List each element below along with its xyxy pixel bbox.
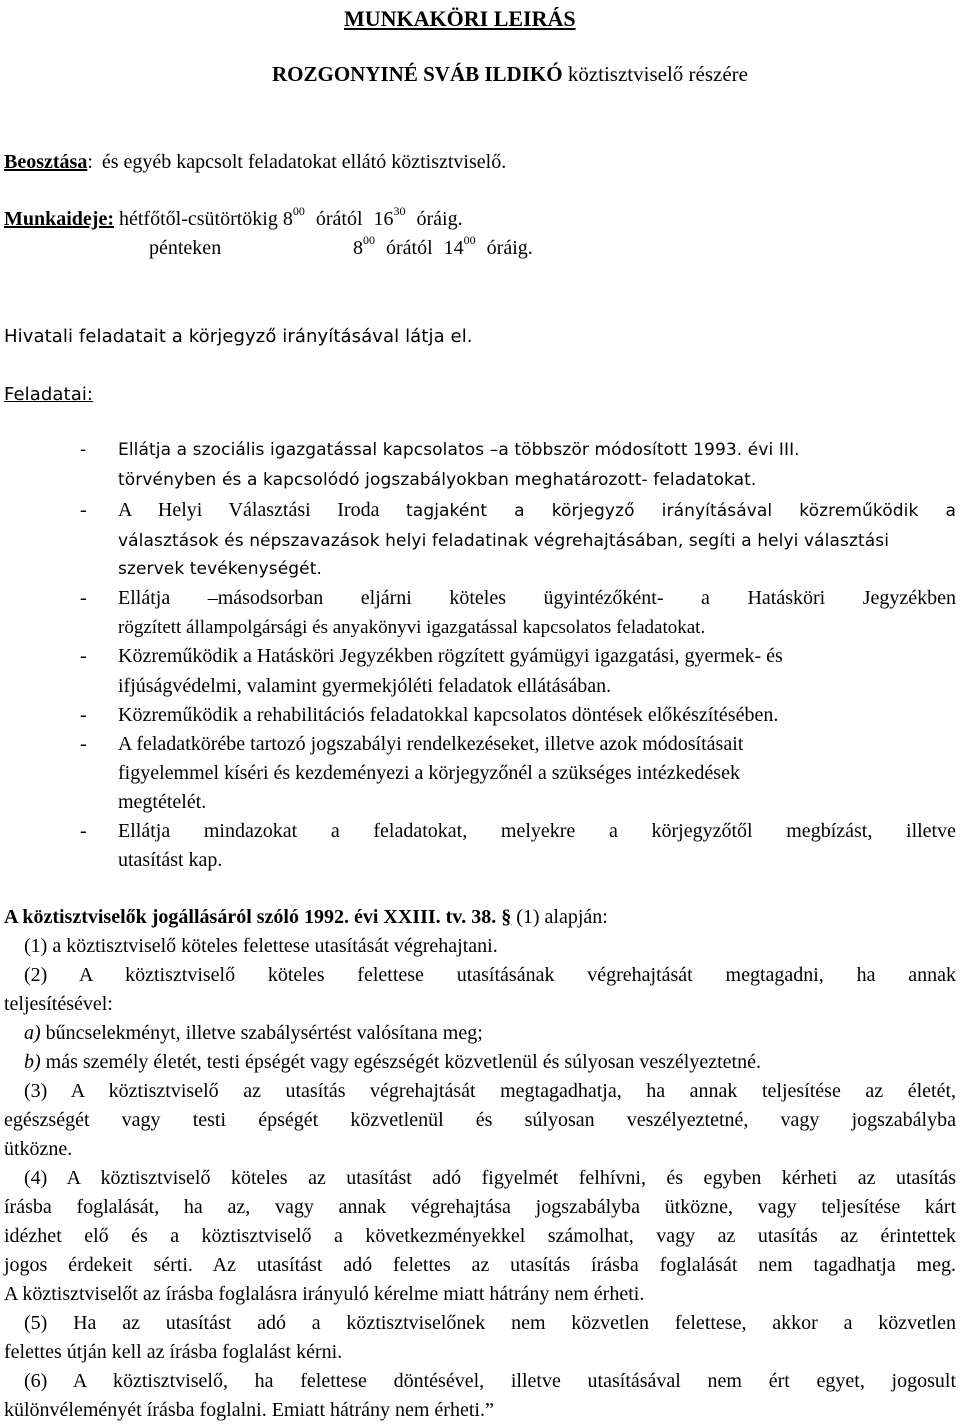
hours-days-2: pénteken	[149, 237, 222, 259]
task-3-rest: a Hatásköri Jegyzékben	[701, 587, 957, 609]
item-b-label: b)	[24, 1051, 41, 1073]
hours-label: Munkaideje:	[4, 208, 114, 230]
task-2-line-2: választások és népszavazások helyi feladatinak végrehajtásában, segíti a helyi választási	[118, 531, 890, 551]
task-2-line-3: szervek tevékenységét.	[118, 559, 323, 579]
task-1-bullet: -	[80, 440, 87, 460]
hours-to-2: $14^{00}$	[443, 233, 476, 259]
task-6-line-1: A feladatkörébe tartozó jogszabályi rendelkezéseket, illetve azok módosításait	[118, 733, 744, 755]
position-text: és egyéb kapcsolt feladatokat ellátó köztisztviselő.	[101, 151, 507, 173]
task-5-line-1: Közreműködik a rehabilitációs feladatokkal kapcsolatos döntések előkészítésében.	[118, 704, 779, 726]
document-title: MUNKAKÖRI LEIRÁS	[344, 6, 576, 31]
section-sign: §	[501, 906, 512, 928]
law-p3-line-1: (3) A köztisztviselő az utasítás végrehajtását megtagadhatja, ha annak teljesítése az életét,	[24, 1080, 956, 1102]
hours-from-word-2: órától	[386, 237, 433, 259]
task-2-rest: tagjaként a körjegyző irányításával közreműködik a	[406, 501, 957, 521]
item-a-text: bűncselekményt, illetve szabálysértést valósítana meg;	[45, 1022, 483, 1044]
law-item-b	[24, 1051, 761, 1074]
task-3-lead: Ellátja –másodsorban eljárni köteles ügyintézőként-	[118, 587, 664, 609]
task-3-line-2: rögzített állampolgársági és anyakönyvi igazgatással kapcsolatos feladatokat.	[118, 617, 706, 638]
law-p4-line-2: írásba foglalását, ha az, vagy annak végrehajtása jogszabályba ütközne, vagy teljesítése kárt	[4, 1196, 956, 1218]
task-2-bullet: -	[80, 499, 87, 521]
law-p4-line-4: jogos érdekeit sérti. Az utasítást adó felettes az utasítás írásba foglalását nem tagadhatja meg.	[4, 1254, 956, 1276]
task-7-line-2: utasítást kap.	[118, 849, 223, 871]
task-3-bullet: -	[80, 587, 87, 609]
task-4-line-1: Közreműködik a Hatásköri Jegyzékben rögzített gyámügyi igazgatási, gyermek- és	[118, 645, 783, 667]
tasks-heading: Feladatai:	[4, 384, 94, 405]
position-colon: :	[87, 151, 93, 173]
hours-row-1	[4, 204, 463, 231]
task-6-line-2: figyelemmel kíséri és kezdeményezi a körjegyzőnél a szükséges intézkedések	[118, 762, 740, 784]
law-p3-line-3: ütközne.	[4, 1138, 73, 1160]
hours-days-1: hétfőtől-csütörtökig	[119, 208, 278, 230]
task-7-line-1: Ellátja mindazokat a feladatokat, melyekre a körjegyzőtől megbízást, illetve	[118, 820, 956, 842]
hours-row-2	[149, 237, 221, 260]
position-line	[4, 151, 506, 174]
law-p3-line-2: egészségét vagy testi épségét közvetlenül és súlyosan veszélyeztetné, vagy jogszabályba	[4, 1109, 956, 1131]
task-4-line-2: ifjúságvédelmi, valamint gyermekjóléti feladatok ellátásában.	[118, 675, 612, 697]
hours-to-word-2: óráig.	[486, 237, 533, 259]
item-a-label: a)	[24, 1022, 41, 1044]
law-p4-line-5: A köztisztviselőt az írásba foglalásra irányuló kérelme miatt hátrány nem érheti.	[4, 1283, 645, 1305]
task-2-lead: A Helyi Választási Iroda	[118, 499, 380, 521]
law-p5-line-2: felettes útján kell az írásba foglalást kérni.	[4, 1341, 343, 1363]
employee-line	[272, 62, 748, 87]
task-5-bullet: -	[80, 704, 87, 726]
law-p6-line-1: (6) A köztisztviselő, ha felettese döntésével, illetve utasításával nem ért egyet, jogosult	[24, 1370, 956, 1392]
supervision-text: Hivatali feladatait a körjegyző irányításával látja el.	[4, 326, 473, 347]
law-p4-line-3: idézhet elő és a köztisztviselő a következményekkel számolhat, vagy az utasítás az érintettek	[4, 1225, 956, 1247]
task-6-line-3: megtételét.	[118, 791, 207, 813]
hours-from-word-1: órától	[315, 208, 363, 230]
task-7-bullet: -	[80, 820, 87, 842]
hours-to-1: $16^{30}$	[373, 204, 406, 230]
task-1-line-1: Ellátja a szociális igazgatással kapcsolatos –a többször módosított 1993. évi III.	[118, 440, 800, 460]
hours-from-1: $8^{00}$	[282, 204, 305, 230]
law-heading-bold: A köztisztviselők jogállásáról szóló 1992. évi XXIII. tv. 38.	[4, 906, 497, 928]
hours-to-word-1: óráig.	[416, 208, 463, 230]
law-p4-line-1: (4) A köztisztviselő köteles az utasítást adó figyelmét felhívni, és egyben kérheti az utasítás	[24, 1167, 956, 1189]
law-item-a	[24, 1022, 483, 1045]
task-4-bullet: -	[80, 645, 87, 667]
law-heading	[4, 906, 608, 929]
law-p5-line-1: (5) Ha az utasítást adó a köztisztviselőnek nem közvetlen felettese, akkor a közvetlen	[24, 1312, 956, 1334]
law-p2-line-2: teljesítésével:	[4, 993, 113, 1015]
law-p1: (1) a köztisztviselő köteles felettese utasítását végrehajtani.	[24, 935, 498, 957]
law-p6-line-2: különvéleményét írásba foglalni. Emiatt hátrány nem érheti.”	[4, 1399, 494, 1421]
law-heading-rest: (1) alapján:	[516, 906, 608, 928]
hours-from-2: $8^{00}$	[353, 233, 375, 259]
law-p2-line-1: (2) A köztisztviselő köteles felettese utasításának végrehajtását megtagadni, ha annak	[24, 964, 956, 986]
task-3-line-1	[118, 587, 956, 610]
employee-name: ROZGONYINÉ SVÁB ILDIKÓ	[272, 62, 563, 86]
item-b-text: más személy életét, testi épségét vagy egészségét közvetlenül és súlyosan veszélyeztetné.	[45, 1051, 761, 1073]
task-1-line-2: törvényben és a kapcsolódó jogszabályokban meghatározott- feladatokat.	[118, 470, 757, 490]
employee-suffix: köztisztviselő részére	[567, 62, 748, 86]
task-2-line-1	[118, 499, 956, 522]
task-6-bullet: -	[80, 733, 87, 755]
position-label: Beosztása	[4, 151, 88, 173]
hours-row-2-times	[353, 233, 533, 260]
